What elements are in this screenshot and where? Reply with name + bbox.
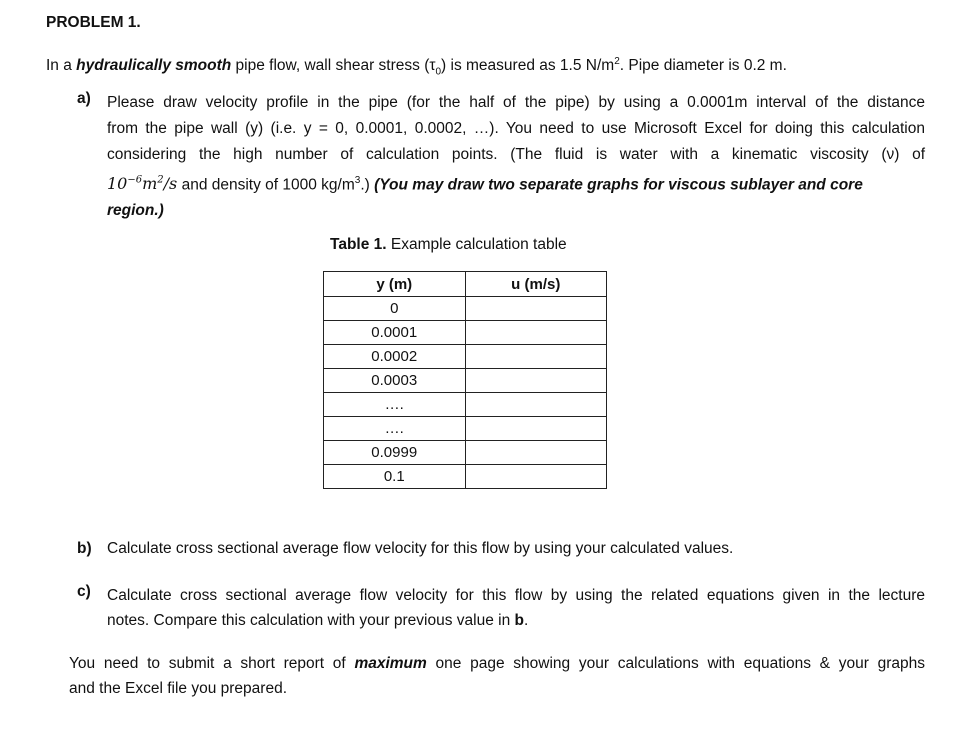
table-cell-u [465, 417, 607, 441]
part-c-line-2-text: notes. Compare this calculation with your previous value in [107, 612, 515, 629]
table-row [324, 393, 607, 417]
intro-text-2: pipe flow, wall shear stress (τ [231, 57, 436, 75]
table-cell-u [465, 441, 607, 465]
part-b-body: Calculate cross sectional average flow velocity for this flow by using your calculated values. [107, 540, 734, 557]
part-a-line-4 [107, 168, 925, 198]
table-header-row [324, 272, 607, 297]
intro-superscript: 2 [614, 56, 620, 67]
part-a-body [107, 90, 925, 224]
part-a-emphasis-1: (You may draw two separate graphs for viscous sublayer and core [374, 176, 863, 194]
part-c-label: c) [77, 583, 91, 600]
viscosity-math [107, 174, 177, 193]
table-caption-text: Example calculation table [386, 236, 567, 253]
part-b-label: b) [77, 540, 92, 557]
table-cell-y: 0.0002 [324, 345, 466, 369]
part-a-label: a) [77, 90, 91, 107]
part-c-body [107, 583, 925, 633]
intro-subscript: 0 [435, 66, 442, 78]
table-caption-number: Table 1. [330, 236, 387, 253]
part-c-line-2-end: . [523, 612, 529, 629]
part-c-line-2 [107, 608, 925, 633]
table-row [324, 345, 607, 369]
footer-text-1: You need to submit a short report of [69, 655, 355, 672]
calculation-table [323, 271, 607, 489]
footer-emphasis: maximum [354, 655, 427, 672]
part-a-line-2: from the pipe wall (y) (i.e. y = 0, 0.0001, 0.0002, …). You need to use Microsoft Excel for doing this calculation [107, 120, 925, 137]
intro-text-4: . Pipe diameter is 0.2 m. [619, 57, 787, 75]
intro-text-3: ) is measured as 1.5 N/m [441, 57, 615, 75]
part-a-line-5: region.) [107, 202, 164, 220]
submission-note-line-2: and the Excel file you prepared. [69, 680, 287, 697]
footer-text-2: one page showing your calculations with equations & your graphs [426, 655, 925, 672]
density-text: and density of 1000 kg/m [177, 176, 355, 194]
header-y: y (m) [324, 272, 466, 297]
table-row [324, 417, 607, 441]
table-row [324, 369, 607, 393]
density-superscript: 3 [354, 175, 361, 187]
density-close: .) [360, 176, 375, 194]
problem-intro [46, 51, 787, 83]
intro-emphasis: hydraulically smooth [76, 57, 232, 75]
math-tail: /s [163, 174, 178, 194]
table-cell-y: 0.1 [324, 465, 466, 489]
table-cell-y: …. [324, 393, 466, 417]
table-row [324, 321, 607, 345]
table-cell-u [465, 393, 607, 417]
table-cell-y: 0.0999 [324, 441, 466, 465]
math-unit: m [142, 174, 158, 194]
problem-title: PROBLEM 1. [46, 14, 141, 31]
math-exponent: −6 [127, 175, 143, 186]
math-unit-exponent: 2 [157, 175, 164, 186]
part-a-line-1: Please draw velocity profile in the pipe (for the half of the pipe) by using a 0.0001m interval of the distance [107, 94, 925, 111]
table-cell-y: 0.0003 [324, 369, 466, 393]
table-row [324, 441, 607, 465]
table-cell-u [465, 345, 607, 369]
table-row [324, 465, 607, 489]
submission-note-line-1 [69, 651, 925, 676]
table-row [324, 297, 607, 321]
header-u: u (m/s) [465, 272, 607, 297]
table-cell-u [465, 321, 607, 345]
table-cell-y: 0 [324, 297, 466, 321]
table-cell-u [465, 369, 607, 393]
part-c-line-2-bold: b [514, 612, 524, 629]
table-caption [330, 236, 567, 254]
table-cell-u [465, 297, 607, 321]
part-a-line-3: considering the high number of calculation points. (The fluid is water with a kinematic viscosity (ν) of [107, 146, 925, 163]
table-cell-u [465, 465, 607, 489]
table-cell-y: …. [324, 417, 466, 441]
submission-note [69, 651, 925, 701]
math-base: 10 [107, 174, 128, 194]
intro-text-1: In a [46, 57, 77, 75]
part-c-line-1: Calculate cross sectional average flow velocity for this flow by using the related equations given in the lecture [107, 587, 925, 604]
table-cell-y: 0.0001 [324, 321, 466, 345]
